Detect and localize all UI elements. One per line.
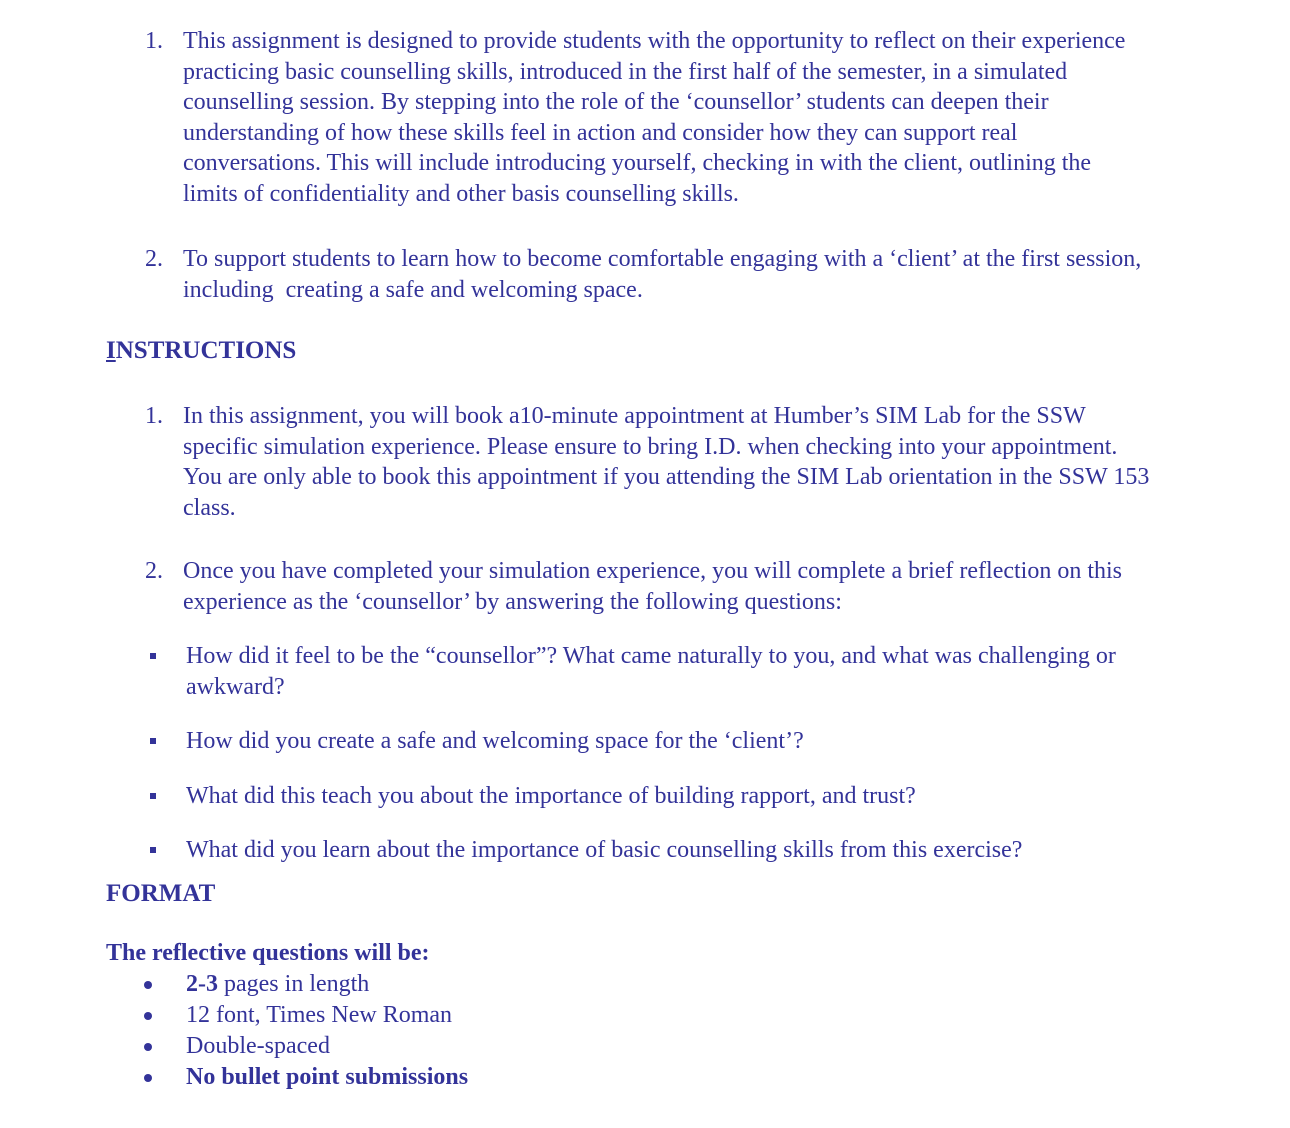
question-item-3 [106,781,1150,812]
bullet-dot-icon [144,1043,152,1051]
instructions-heading-rest: NSTRUCTIONS [115,337,297,364]
bullet-square-icon [150,793,156,799]
instructions-heading-underlined-letter: I [106,337,116,364]
list-number: 1. [145,28,163,54]
format-bullet-text [186,971,369,997]
instruction-text: In this assignment, you will book a10-minute appointment at Humber’s SIM Lab for the SSW specific simulation experience. Please ensure to bring I.D. when checking into your appointment. You are only able to book this appointment if you attending the SIM Lab orientation in the SSW 153 class. [183,403,1156,521]
bullet-square-icon [150,738,156,744]
bullet-square-icon [150,847,156,853]
format-bullet-3 [106,1031,1150,1062]
format-bullet-1 [106,969,1150,1000]
bullet-square-icon [150,653,156,659]
objective-item-2 [106,244,1150,305]
question-text: How did it feel to be the “counsellor”? What came naturally to you, and what was challenging or awkward? [186,643,1122,700]
list-number: 2. [145,558,163,584]
format-bullet-4 [106,1062,1150,1093]
format-bullet-regular: pages in length [218,970,370,997]
format-bullet-bold: No bullet point submissions [186,1063,469,1090]
question-item-1 [106,641,1150,702]
question-text: How did you create a safe and welcoming space for the ‘client’? [186,728,804,754]
instructions-heading [106,335,1150,367]
format-bullet-2 [106,1000,1150,1031]
bullet-dot-icon [144,981,152,989]
format-bullet-text [186,1002,452,1028]
format-intro: The reflective questions will be: [106,939,430,966]
list-number: 2. [145,246,163,272]
bullet-dot-icon [144,1012,152,1020]
format-bullet-text [186,1064,468,1090]
format-bullet-regular: 12 font, Times New Roman [186,1001,453,1028]
objective-item-1 [106,26,1150,209]
objective-text: This assignment is designed to provide students with the opportunity to reflect on their experience practicing basic counselling skills, introduced in the first half of the semester, in a simulated counselling session. By stepping into the role of the ‘counsellor’ students can deepen their understanding of how these skills feel in action and consider how they can support real conversations. This will include introducing yourself, checking in with the client, outlining the limits of confidentiality and other basis counselling skills. [183,28,1132,207]
bullet-dot-icon [144,1074,152,1082]
instruction-item-1 [106,401,1156,523]
format-bullet-regular: Double-spaced [186,1032,330,1059]
format-bullet-bold: 2-3 [186,970,218,997]
question-item-4 [106,835,1150,866]
list-number: 1. [145,403,163,429]
question-text: What did you learn about the importance of basic counselling skills from this exercise? [186,837,1023,863]
instruction-text: Once you have completed your simulation experience, you will complete a brief reflection on this experience as the ‘counsellor’ by answering the following questions: [183,558,1129,615]
question-item-2 [106,726,1150,757]
question-text: What did this teach you about the importance of building rapport, and trust? [186,782,916,809]
instruction-item-2 [106,556,1150,617]
format-bullet-text [186,1033,330,1059]
format-heading: FORMAT [106,879,216,907]
objective-text: To support students to learn how to become comfortable engaging with a ‘client’ at the first session, including creating a safe and welcoming space. [183,246,1148,303]
